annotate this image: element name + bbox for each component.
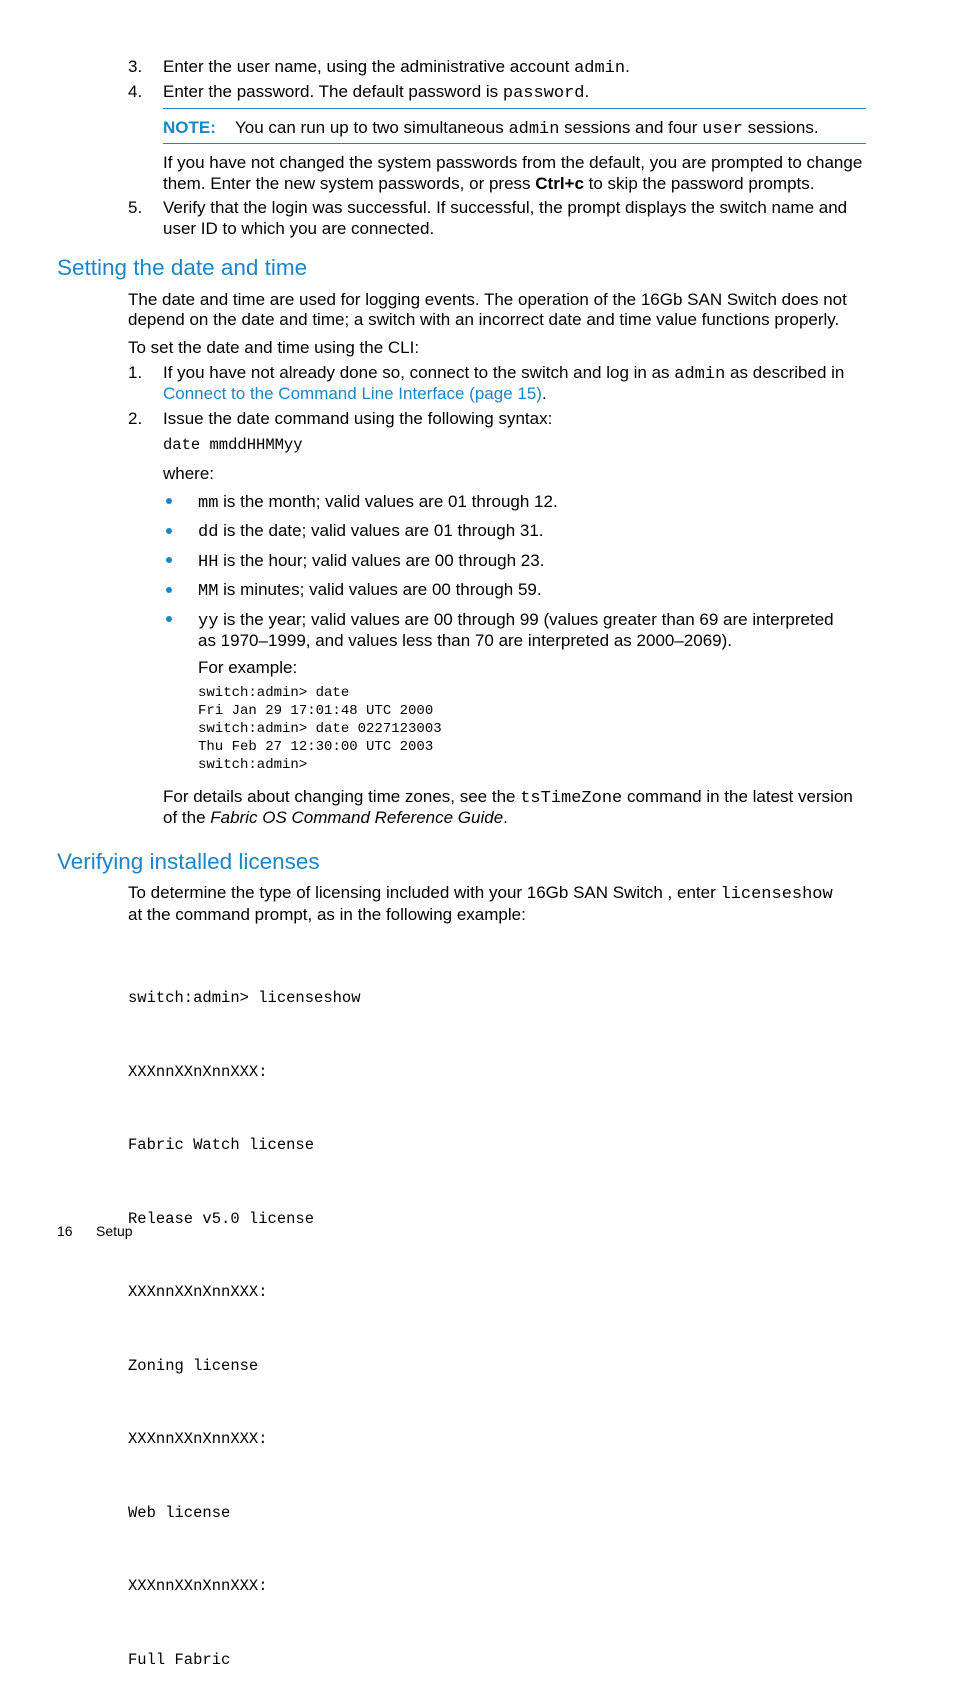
bullet-dot (166, 587, 172, 593)
code-line: Fabric Watch license (128, 1136, 315, 1154)
page-number: 16 (57, 1223, 73, 1239)
date-paragraph-line-1: The date and time are used for logging events. The operation of the 16Gb SAN Switch does not (128, 290, 847, 309)
step-5-line-2: user ID to which you are connected. (163, 219, 435, 238)
licenses-code-block (128, 937, 361, 1697)
code-line: Thu Feb 27 12:30:00 UTC 2003 (198, 739, 434, 755)
where-label: where: (163, 464, 215, 483)
date-syntax: date mmddHHMMyy (163, 436, 303, 454)
bullet-item: MM is minutes; valid values are 00 through 59. (198, 580, 542, 601)
step-5-line-1: Verify that the login was successful. If successful, the prompt displays the switch name and (163, 198, 848, 217)
licenses-paragraph-line-2: at the command prompt, as in the following example: (128, 905, 526, 924)
keyboard-shortcut: Ctrl+c (535, 174, 584, 193)
bullet-item: HH is the hour; valid values are 00 through 23. (198, 551, 545, 572)
code-line: Fri Jan 29 17:01:48 UTC 2000 (198, 703, 434, 719)
date-step-1-line-2: Connect to the Command Line Interface (page 15). (163, 384, 547, 403)
note (163, 117, 216, 138)
code-line: switch:admin> date (198, 685, 350, 701)
step-number: 1. (128, 363, 143, 382)
code-line: Release v5.0 license (128, 1209, 315, 1228)
date-step-1-line-1: If you have not already done so, connect to the switch and log in as admin as described in (163, 363, 845, 384)
date-step-2-text: Issue the date command using the following syntax: (163, 409, 553, 428)
guide-title: Fabric OS Command Reference Guide (210, 808, 504, 827)
code-line: switch:admin> licenseshow (128, 989, 361, 1007)
note-label: NOTE: (163, 118, 216, 137)
footer-section-title: Setup (96, 1223, 133, 1239)
code-line: Full Fabric (128, 1650, 231, 1669)
connect-cli-link[interactable]: Connect to the Command Line Interface (page 15) (163, 384, 542, 403)
change-password-line-2: them. Enter the new system passwords, or press Ctrl+c to skip the password prompts. (163, 174, 815, 193)
code-line: Zoning license (128, 1356, 259, 1375)
code-line: XXXnnXXnXnnXXX: (128, 1430, 268, 1448)
bullet-dot (166, 498, 172, 504)
bullet-item: mm is the month; valid values are 01 through 12. (198, 492, 558, 513)
licenses-paragraph-line-1: To determine the type of licensing included with your 16Gb SAN Switch , enter licenseshow (128, 883, 833, 904)
bullet-item: dd is the date; valid values are 01 through 31. (198, 521, 544, 542)
timezone-details-line-1: For details about changing time zones, see the tsTimeZone command in the latest version (163, 787, 853, 808)
date-intro: To set the date and time using the CLI: (128, 338, 420, 357)
section-heading-date-time: Setting the date and time (57, 255, 308, 280)
note-text: You can run up to two simultaneous admin sessions and four user sessions. (235, 118, 819, 139)
step-number: 3. (128, 57, 143, 76)
bullet-dot (166, 557, 172, 563)
note-top-rule (163, 108, 866, 109)
code-line: XXXnnXXnXnnXXX: (128, 1062, 268, 1081)
step-number: 5. (128, 198, 143, 217)
step-number: 4. (128, 82, 143, 101)
step-4-text: Enter the password. The default password is password. (163, 82, 590, 103)
section-heading-licenses: Verifying installed licenses (57, 849, 320, 874)
bullet-item-continuation: as 1970–1999, and values less than 70 are interpreted as 2000–2069). (198, 631, 733, 650)
note-bottom-rule (163, 143, 866, 144)
step-number: 2. (128, 409, 143, 428)
code-line: switch:admin> date 0227123003 (198, 721, 442, 737)
bullet-dot (166, 528, 172, 534)
code-line: XXXnnXXnXnnXXX: (128, 1283, 268, 1301)
for-example-label: For example: (198, 658, 298, 677)
example-code-block (198, 684, 442, 774)
date-paragraph-line-2: depend on the date and time; a switch with an incorrect date and time value functions properly. (128, 310, 840, 329)
bullet-dot (166, 616, 172, 622)
timezone-details-line-2: of the Fabric OS Command Reference Guide. (163, 808, 508, 827)
code-line: Web license (128, 1503, 231, 1522)
code-line: switch:admin> (198, 757, 308, 773)
step-3-text: Enter the user name, using the administrative account admin. (163, 57, 630, 78)
bullet-item: yy is the year; valid values are 00 through 99 (values greater than 69 are interpreted (198, 610, 834, 631)
code-line: XXXnnXXnXnnXXX: (128, 1577, 268, 1595)
change-password-line-1: If you have not changed the system passwords from the default, you are prompted to change (163, 153, 863, 172)
